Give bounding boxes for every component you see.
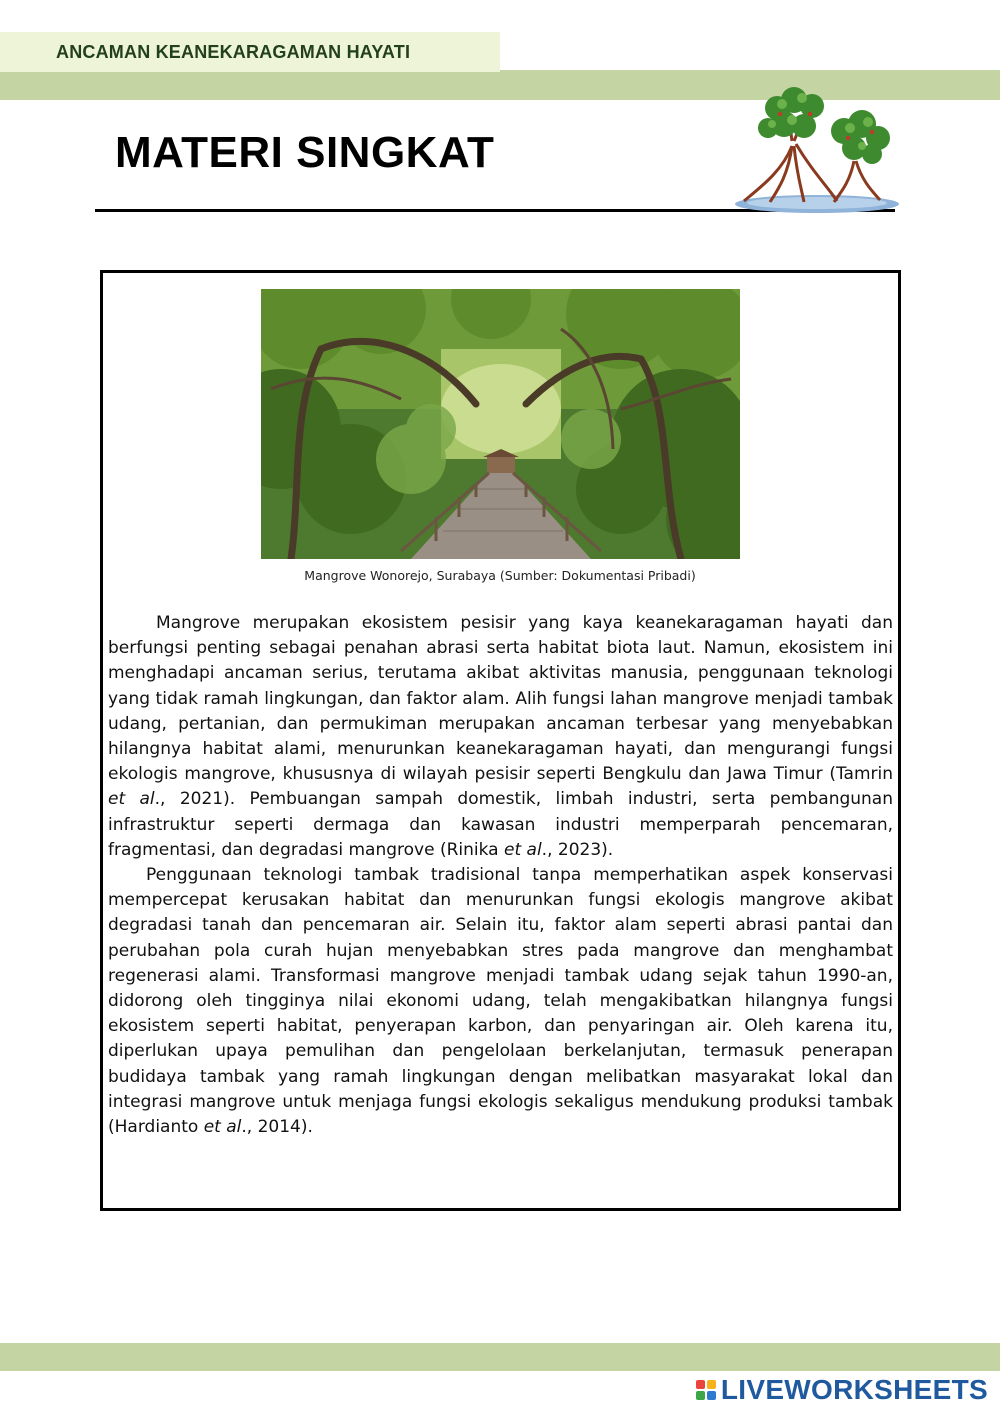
- paragraph-1: [108, 611, 893, 863]
- liveworksheets-logo[interactable]: [696, 1374, 988, 1406]
- citation-et-al: et al: [108, 789, 155, 810]
- liveworksheets-logo-icon: [696, 1380, 716, 1400]
- mangrove-boardwalk-photo: [261, 289, 740, 559]
- citation-et-al: et al: [203, 1117, 242, 1138]
- bottom-green-band: [0, 1343, 1000, 1371]
- paragraph-2-part-1: Penggunaan teknologi tambak tradisional tanpa memperhatikan aspek konservasi mempercepat kerusakan habitat dan menurunkan fungsi ekologis mangrove akibat degradasi tanah dan pencemaran air. Selain itu, faktor alam seperti abrasi pantai dan perubahan pola curah hujan menyebabkan stres pada mangrove dan menghambat regenerasi alami. Transformasi mangrove menjadi tambak udang sejak tahun 1990-an, didorong oleh tingginya nilai ekonomi udang, telah mengakibatkan hilangnya fungsi ekosistem seperti habitat, penyerapan karbon, dan penyaringan air. Oleh karena itu, diperlukan upaya pemulihan dan pengelolaan berkelanjutan, termasuk penerapan budidaya tambak yang ramah lingkungan dengan melibatkan masyarakat lokal dan integrasi mangrove untuk menjaga fungsi ekologis sekaligus mendukung produksi tambak (Hardianto: [108, 865, 893, 1138]
- photo-caption: Mangrove Wonorejo, Surabaya (Sumber: Dokumentasi Pribadi): [304, 568, 696, 583]
- section-label: ANCAMAN KEANEKARAGAMAN HAYATI: [56, 41, 411, 62]
- page-title: MATERI SINGKAT: [115, 128, 495, 177]
- paragraph-1-part-1: Mangrove merupakan ekosistem pesisir yang kaya keanekaragaman hayati dan berfungsi penting sebagai penahan abrasi serta habitat biota laut. Namun, ekosistem ini menghadapi ancaman serius, terutama akibat aktivitas manusia, penggunaan teknologi yang tidak ramah lingkungan, dan faktor alam. Alih fungsi lahan mangrove menjadi tambak udang, pertanian, dan permukiman merupakan ancaman terbesar yang menyebabkan hilangnya habitat alami, menurunkan keanekaragaman hayati, dan mengurangi fungsi ekologis mangrove, khususnya di wilayah pesisir seperti Bengkulu dan Jawa Timur (Tamrin: [108, 613, 893, 785]
- paragraph-1-part-2: ., 2021). Pembuangan sampah domestik, limbah industri, serta pembangunan infrastruktur seperti dermaga dan kawasan industri memperparah pencemaran, fragmentasi, dan degradasi mangrove (Rinika: [108, 789, 894, 860]
- paragraph-1-part-3: ., 2023).: [541, 839, 614, 860]
- mangrove-tree-illustration: [722, 86, 902, 216]
- citation-et-al: et al: [504, 839, 542, 860]
- brand-name: LIVEWORKSHEETS: [720, 1374, 988, 1405]
- paragraph-2-part-2: ., 2014).: [241, 1117, 313, 1138]
- section-label-tab: [0, 32, 500, 72]
- body-text: [108, 611, 893, 1140]
- paragraph-2: [108, 863, 893, 1140]
